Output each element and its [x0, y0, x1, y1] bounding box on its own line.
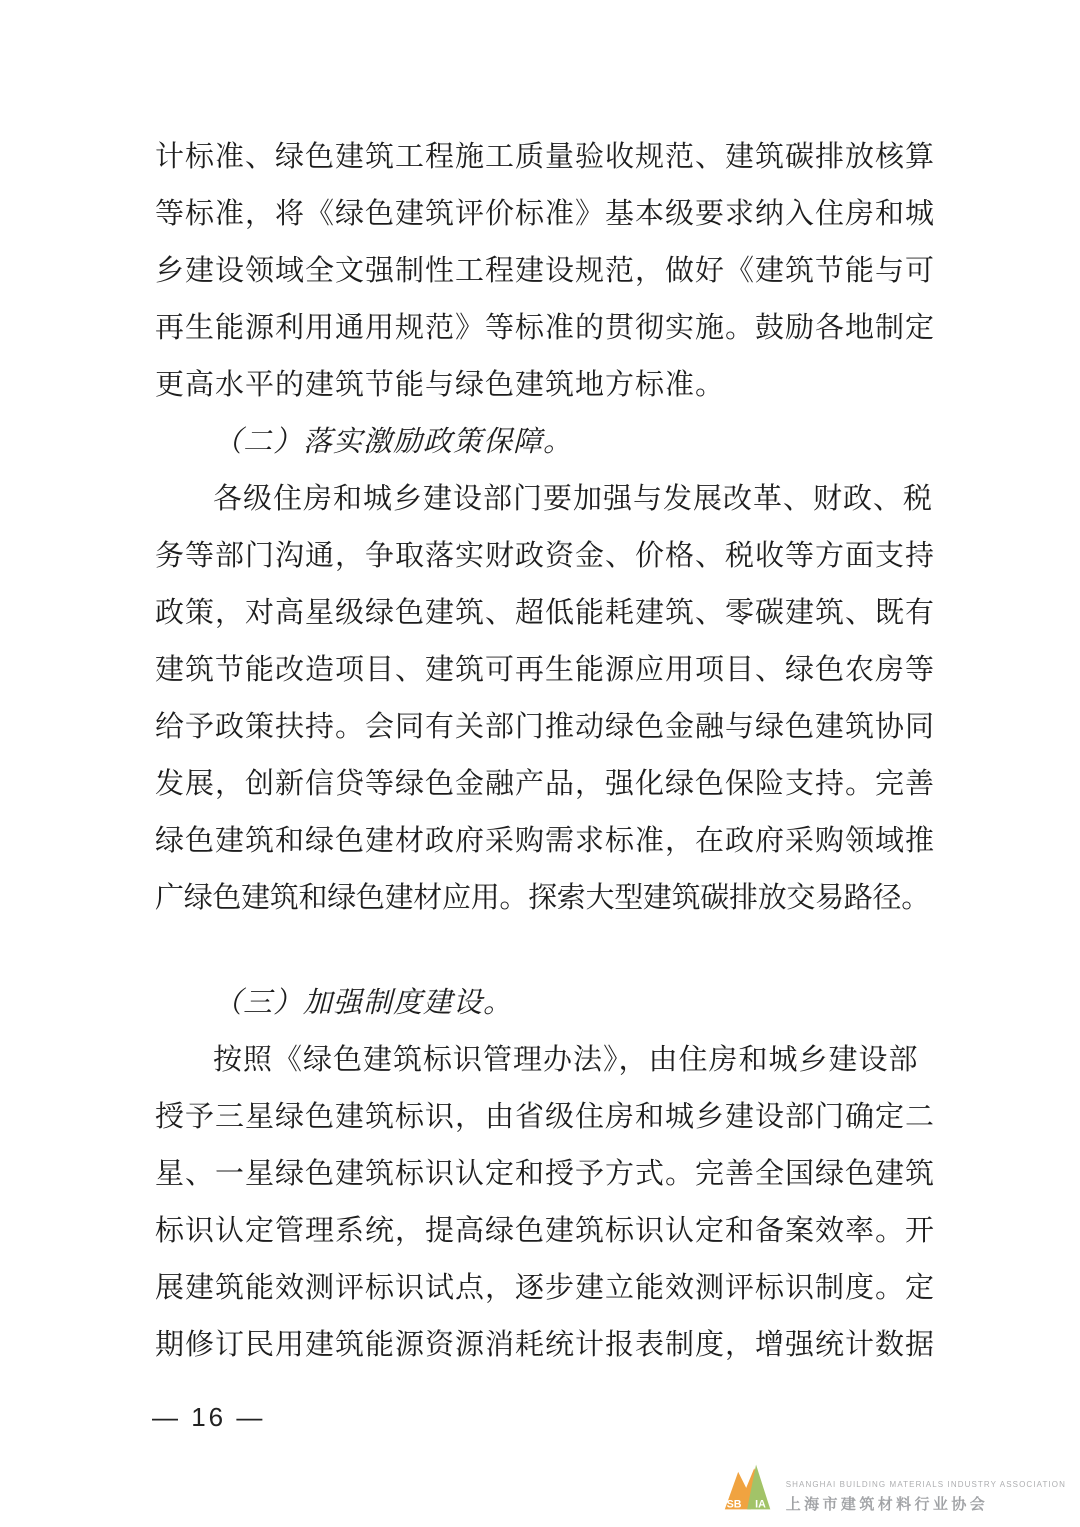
text-line: 更高水平的建筑节能与绿色建筑地方标准。 [155, 369, 726, 401]
blank-line [155, 927, 933, 975]
text-line: 广绿色建筑和绿色建材应用。探索大型建筑碳排放交易路径。 [155, 882, 930, 914]
text-line: 再生能源利用通用规范》等标准的贯彻实施。鼓励各地制定 [155, 312, 936, 344]
text-line: 标识认定管理系统，提高绿色建筑标识认定和备案效率。开 [155, 1215, 936, 1247]
section-heading: （三）加强制度建设。 [213, 987, 514, 1019]
text-line: 乡建设领域全文强制性工程建设规范，做好《建筑节能与可 [155, 255, 936, 287]
text-line: 给予政策扶持。会同有关部门推动绿色金融与绿色建筑协同 [155, 711, 936, 743]
logo-letters-sb: SB [726, 1498, 742, 1511]
text-line: 政策，对高星级绿色建筑、超低能耗建筑、零碳建筑、既有 [155, 597, 936, 629]
text-line: 授予三星绿色建筑标识，由省级住房和城乡建设部门确定二 [155, 1101, 936, 1133]
document-text-block [155, 129, 936, 1374]
text-line: 按照《绿色建筑标识管理办法》，由住房和城乡建设部 [213, 1044, 919, 1076]
page-number: — 16 — [152, 1402, 266, 1432]
text-line: 绿色建筑和绿色建材政府采购需求标准，在政府采购领域推 [155, 825, 936, 857]
section-heading: （二）落实激励政策保障。 [213, 426, 574, 458]
text-line: 等标准，将《绿色建筑评价标准》基本级要求纳入住房和城 [155, 198, 936, 230]
logo-letters-ia: IA [754, 1498, 766, 1511]
text-line: 各级住房和城乡建设部门要加强与发展改革、财政、税 [213, 483, 934, 515]
text-line: 展建筑能效测评标识试点，逐步建立能效测评标识制度。定 [155, 1272, 936, 1304]
association-logo [723, 1460, 1066, 1514]
text-line: 星、一星绿色建筑标识认定和授予方式。完善全国绿色建筑 [155, 1158, 936, 1190]
text-line: 务等部门沟通，争取落实财政资金、价格、税收等方面支持 [155, 540, 936, 572]
text-line: 计标准、绿色建筑工程施工质量验收规范、建筑碳排放核算 [155, 141, 936, 173]
association-name [786, 1480, 1066, 1514]
sbmia-mountain-icon [723, 1460, 773, 1514]
text-line: 发展，创新信贷等绿色金融产品，强化绿色保险支持。完善 [155, 768, 936, 800]
association-name-en: SHANGHAI BUILDING MATERIALS INDUSTRY ASSOCIATION [785, 1480, 1066, 1489]
text-line: 期修订民用建筑能源资源消耗统计报表制度，增强统计数据 [155, 1329, 936, 1361]
association-name-zh: 上海市建筑材料行业协会 [785, 1496, 989, 1513]
text-line: 建筑节能改造项目、建筑可再生能源应用项目、绿色农房等 [155, 654, 936, 686]
